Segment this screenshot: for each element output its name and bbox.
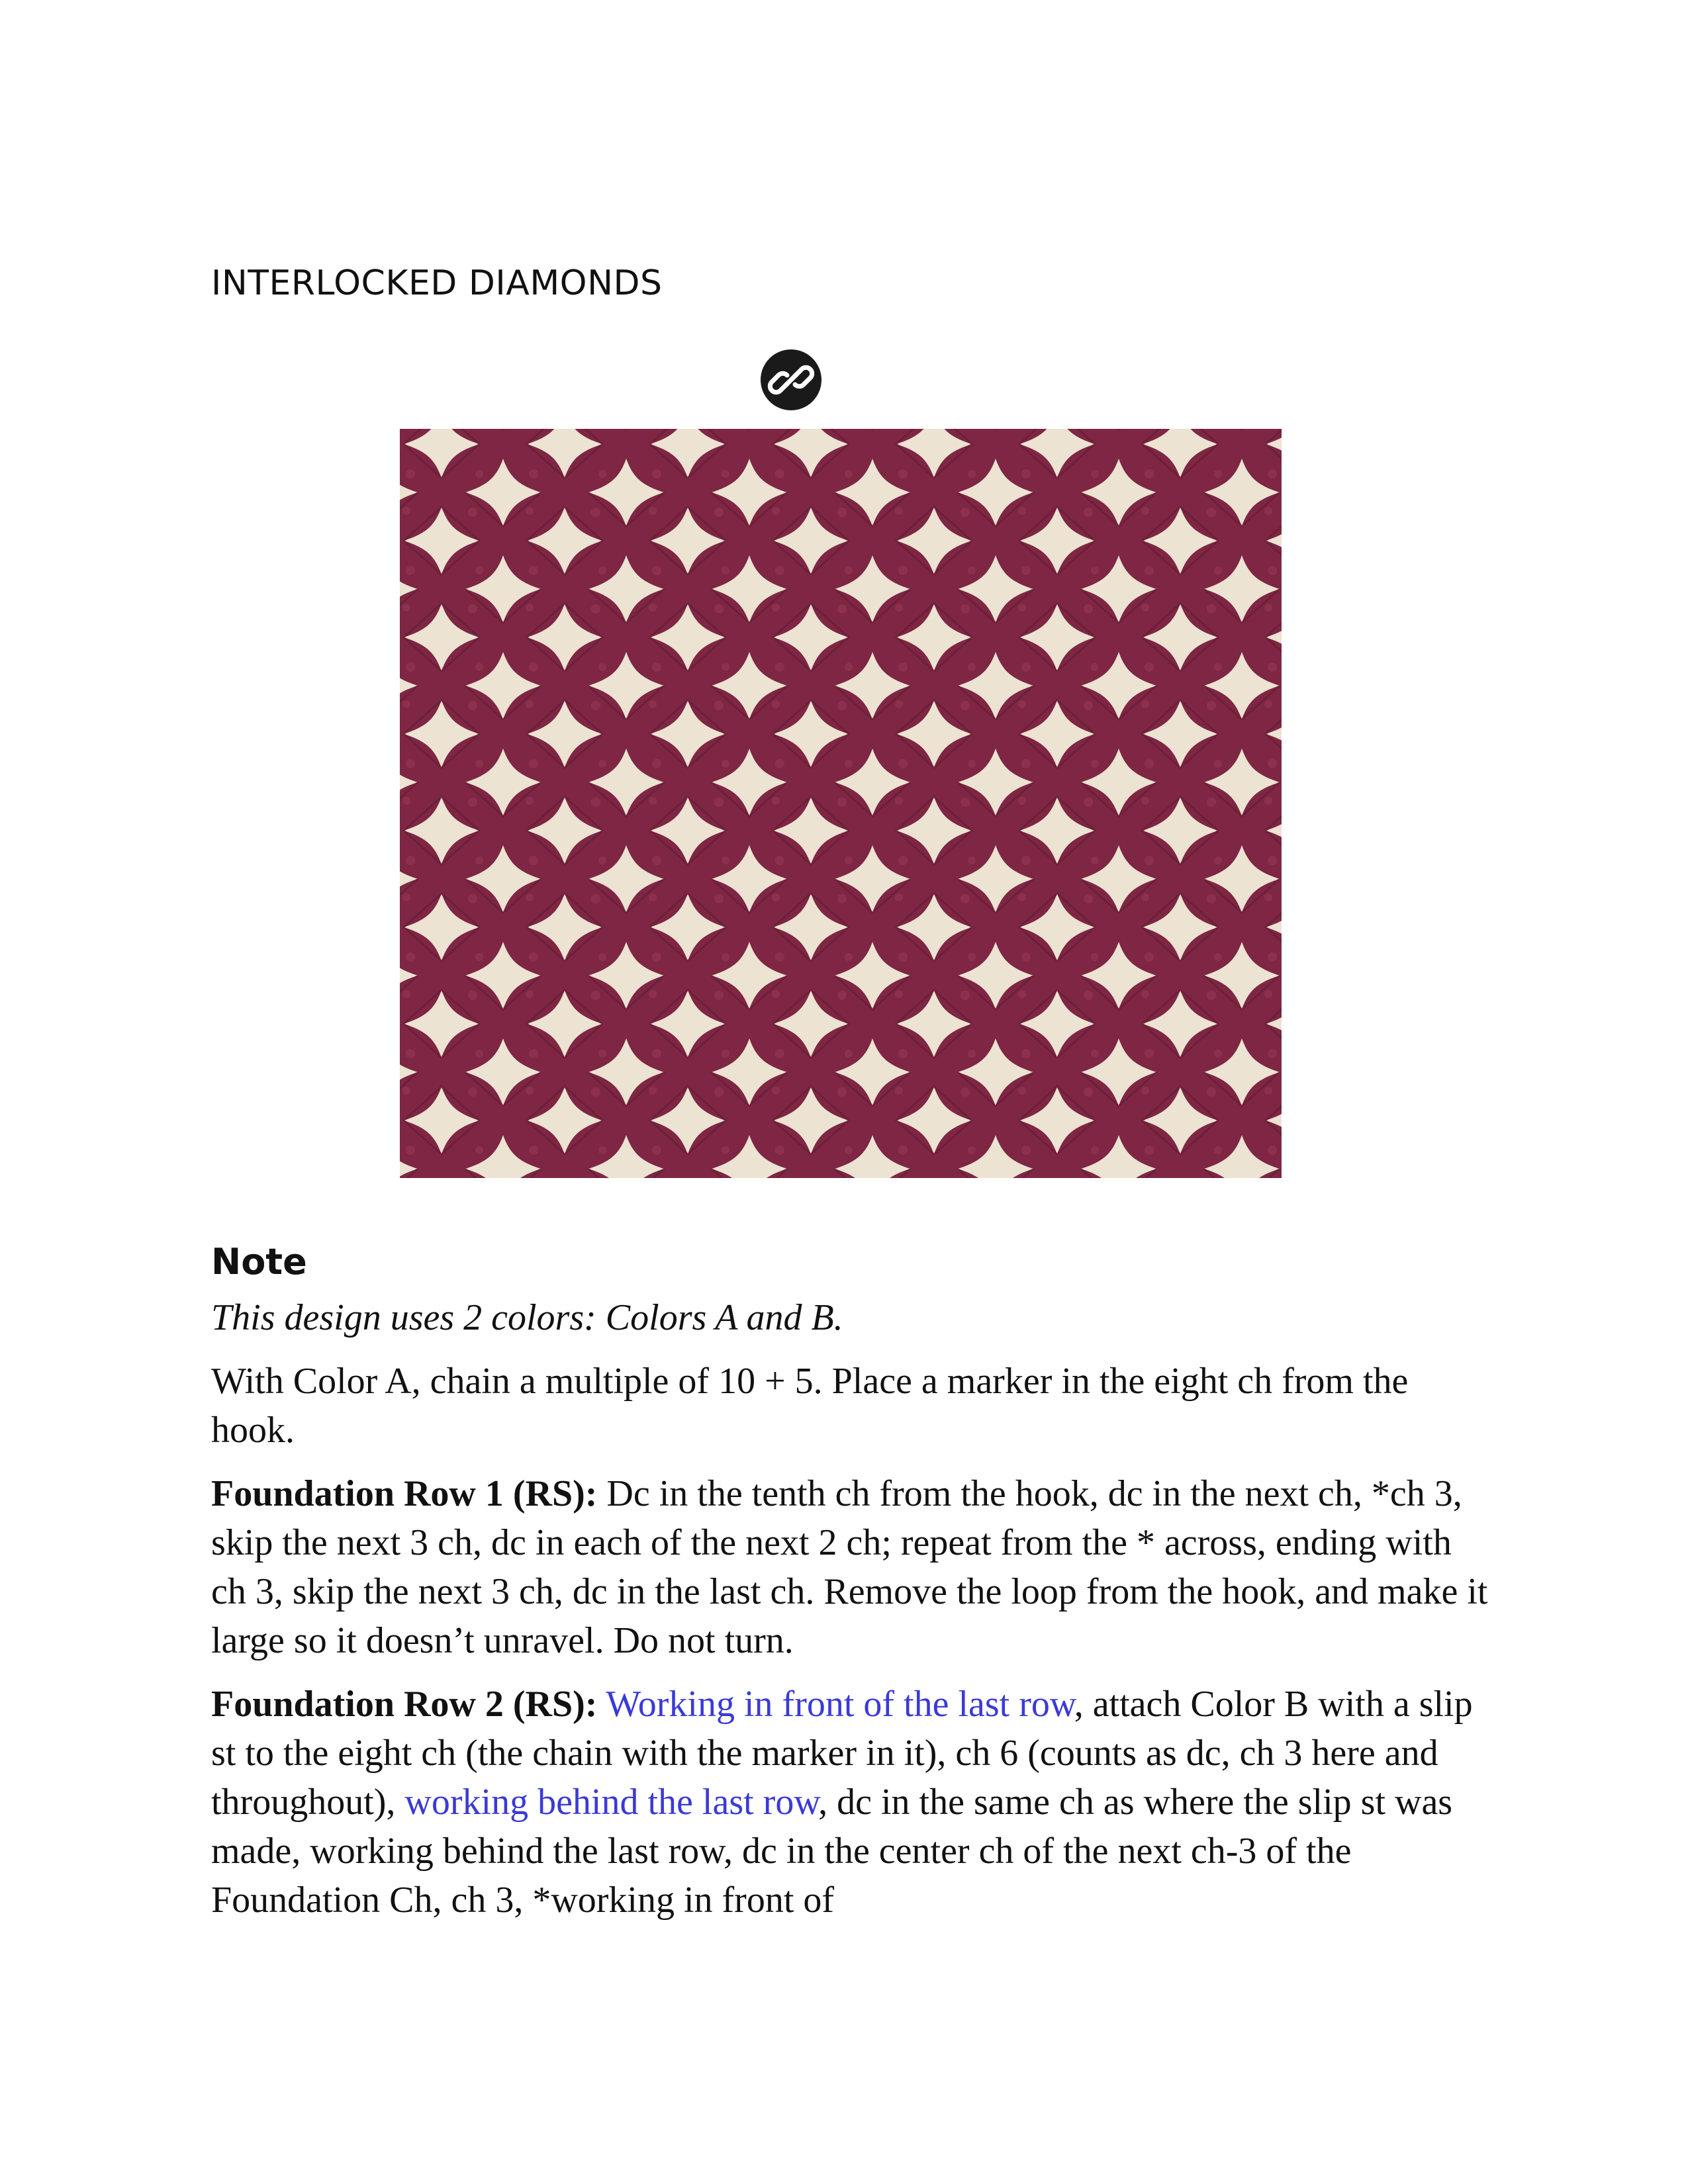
row-1-label: Foundation Row 1 (RS): (211, 1473, 598, 1514)
page-title: INTERLOCKED DIAMONDS (211, 263, 663, 303)
color-note: This design uses 2 colors: Colors A and B. (211, 1297, 843, 1338)
pattern-instructions (211, 1241, 1489, 1939)
foundation-row-2 (211, 1680, 1489, 1925)
chain-instruction: With Color A, chain a multiple of 10 + 5. Place a marker in the eight ch from the hook. (211, 1360, 1409, 1451)
row-1-text: Dc in the tenth ch from the hook, dc in the next ch, *ch 3, skip the next 3 ch, dc in each of the next 2 ch; repeat from the * across, ending with ch 3, skip the next 3 ch, dc in the last ch. Remove the loop from the hook, and make it large so it doesn’t unravel. Do not turn. (211, 1473, 1488, 1661)
row-2-text-1: , attach Color B with a slip st to the eight ch (the chain with the marker in it), ch 6 (counts as dc, ch 3 here and throughout), (211, 1683, 1473, 1823)
row-2-label: Foundation Row 2 (RS): (211, 1683, 598, 1725)
working-behind-link[interactable]: working behind the last row (404, 1781, 819, 1823)
note-heading: Note (211, 1241, 307, 1283)
working-in-front-link[interactable]: Working in front of the last row (606, 1683, 1074, 1725)
swatch-photo (400, 429, 1282, 1178)
foundation-row-1 (211, 1469, 1489, 1665)
link-icon[interactable] (761, 349, 821, 410)
row-2-text-2: , dc in the same ch as where the slip st was made, working behind the last row, dc in the center ch of the next ch-3 of the Foundation Ch, ch 3, *working in front of (211, 1781, 1453, 1921)
